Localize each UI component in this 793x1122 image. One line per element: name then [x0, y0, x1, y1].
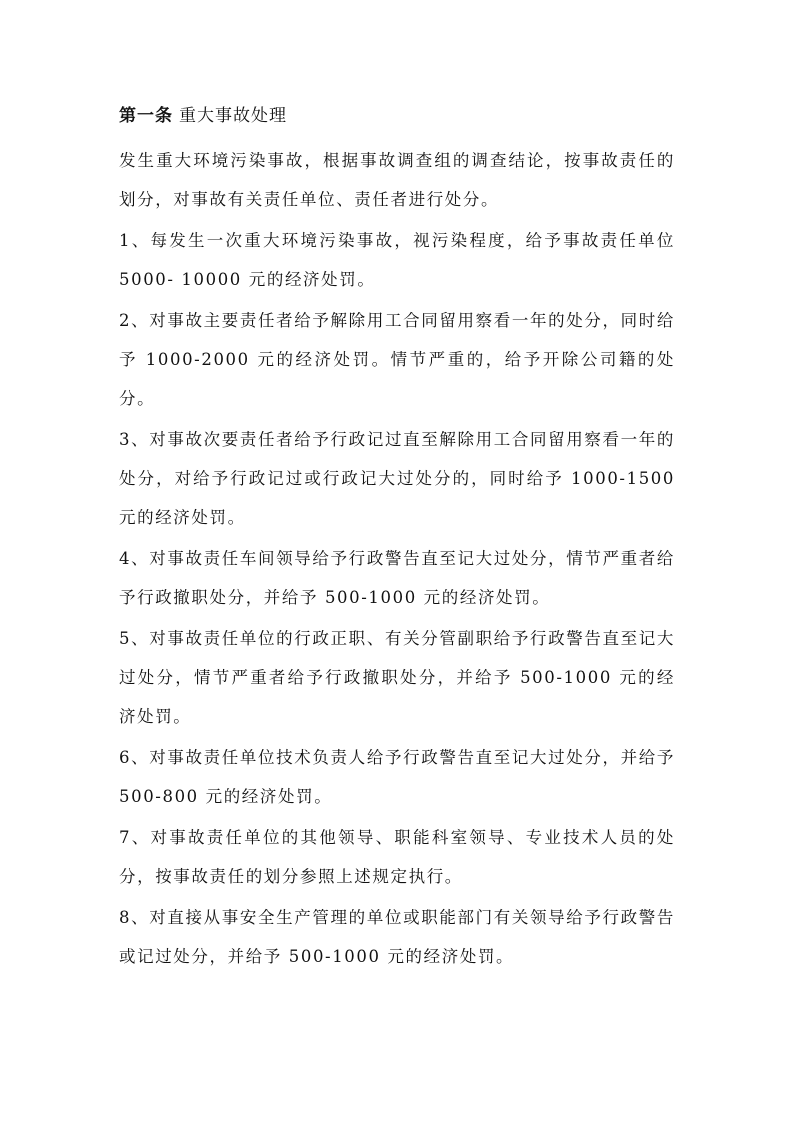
clause-1: 1、每发生一次重大环境污染事故，视污染程度，给予事故责任单位 5000- 10000 元的经济处罚。 — [119, 231, 675, 289]
clause-7: 7、对事故责任单位的其他领导、职能科室领导、专业技术人员的处分，按事故责任的划分参照上述规定执行。 — [119, 828, 675, 886]
clause-8: 8、对直接从事安全生产管理的单位或职能部门有关领导给予行政警告或记过处分，并给予 500-1000 元的经济处罚。 — [119, 908, 675, 966]
document-body — [119, 103, 675, 978]
article-label: 第一条 — [119, 106, 173, 126]
clause-2: 2、对事故主要责任者给予解除用工合同留用察看一年的处分，同时给予 1000-2000 元的经济处罚。情节严重的，给予开除公司籍的处分。 — [119, 311, 675, 408]
article-title: 重大事故处理 — [179, 106, 287, 126]
article-heading — [119, 103, 675, 129]
intro-paragraph: 发生重大环境污染事故，根据事故调查组的调查结论，按事故责任的划分，对事故有关责任单位、责任者进行处分。 — [119, 151, 675, 209]
clause-6: 6、对事故责任单位技术负责人给予行政警告直至记大过处分，并给予 500-800 元的经济处罚。 — [119, 748, 675, 806]
clause-3: 3、对事故次要责任者给予行政记过直至解除用工合同留用察看一年的处分，对给予行政记过或行政记大过处分的，同时给予 1000-1500 元的经济处罚。 — [119, 430, 675, 527]
clause-5: 5、对事故责任单位的行政正职、有关分管副职给予行政警告直至记大过处分，情节严重者给予行政撤职处分，并给予 500-1000 元的经济处罚。 — [119, 629, 675, 726]
clause-4: 4、对事故责任车间领导给予行政警告直至记大过处分，情节严重者给予行政撤职处分，并给予 500-1000 元的经济处罚。 — [119, 549, 675, 607]
